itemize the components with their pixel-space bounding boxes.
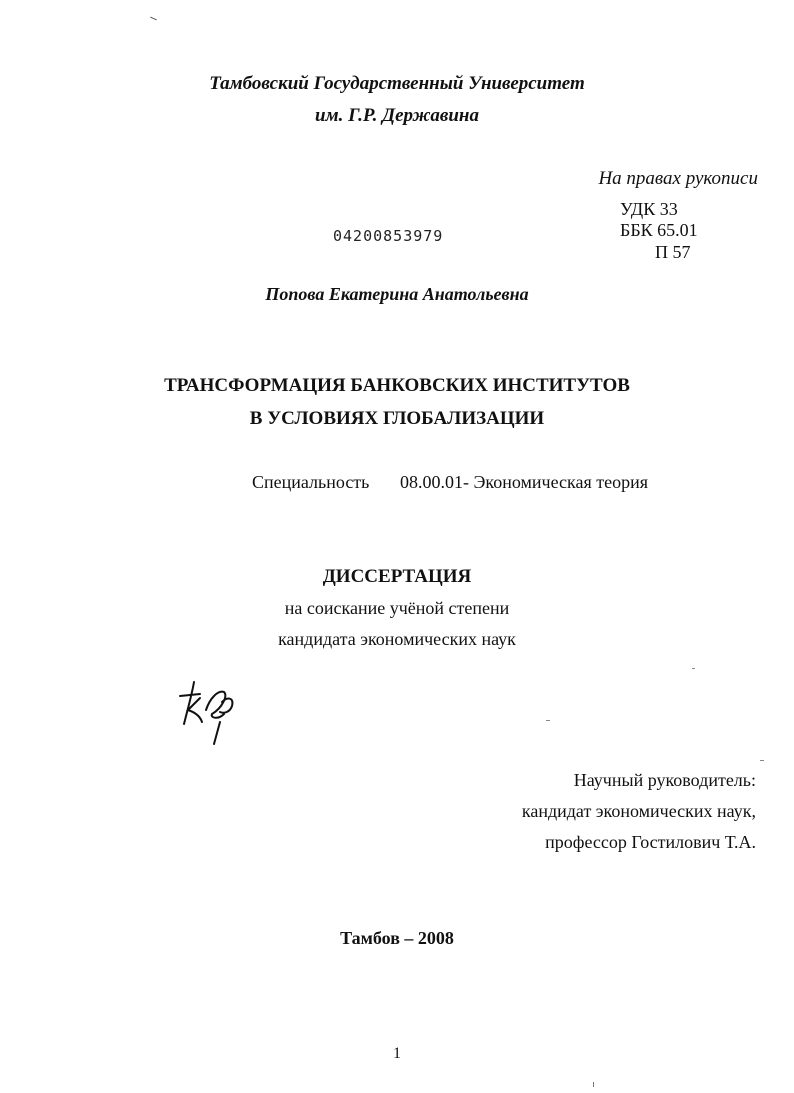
specialty-label: Специальность bbox=[252, 472, 370, 492]
university-name: Тамбовский Государственный Университет bbox=[209, 73, 585, 94]
page-number: 1 bbox=[393, 1045, 401, 1062]
scan-speck bbox=[150, 17, 157, 21]
bbk-code: ББК 65.01 bbox=[620, 220, 698, 240]
degree-line2: кандидата экономических наук bbox=[278, 629, 516, 649]
specialty-value: 08.00.01- Экономическая теория bbox=[400, 472, 649, 492]
handwritten-signature bbox=[170, 668, 250, 748]
university-subtitle: им. Г.Р. Державина bbox=[315, 105, 479, 126]
author-sign-code: П 57 bbox=[655, 242, 691, 262]
rights-label: На правах рукописи bbox=[598, 168, 758, 189]
archive-number: 04200853979 bbox=[333, 227, 444, 245]
author-name: Попова Екатерина Анатольевна bbox=[265, 284, 529, 304]
thesis-title-line1: ТРАНСФОРМАЦИЯ БАНКОВСКИХ ИНСТИТУТОВ bbox=[164, 375, 630, 396]
scan-speck bbox=[760, 760, 764, 761]
scan-speck bbox=[546, 720, 550, 721]
scan-speck bbox=[593, 1082, 594, 1087]
supervisor-label: Научный руководитель: bbox=[573, 770, 756, 790]
dissertation-heading: ДИССЕРТАЦИЯ bbox=[322, 566, 472, 587]
supervisor-degree: кандидат экономических наук, bbox=[521, 801, 756, 821]
city-year: Тамбов – 2008 bbox=[340, 928, 454, 948]
supervisor-name: профессор Гостилович Т.А. bbox=[545, 832, 756, 852]
udk-code: УДК 33 bbox=[620, 199, 678, 219]
thesis-title-line2: В УСЛОВИЯХ ГЛОБАЛИЗАЦИИ bbox=[249, 408, 545, 429]
degree-line1: на соискание учёной степени bbox=[284, 598, 510, 618]
scan-speck bbox=[692, 668, 695, 669]
